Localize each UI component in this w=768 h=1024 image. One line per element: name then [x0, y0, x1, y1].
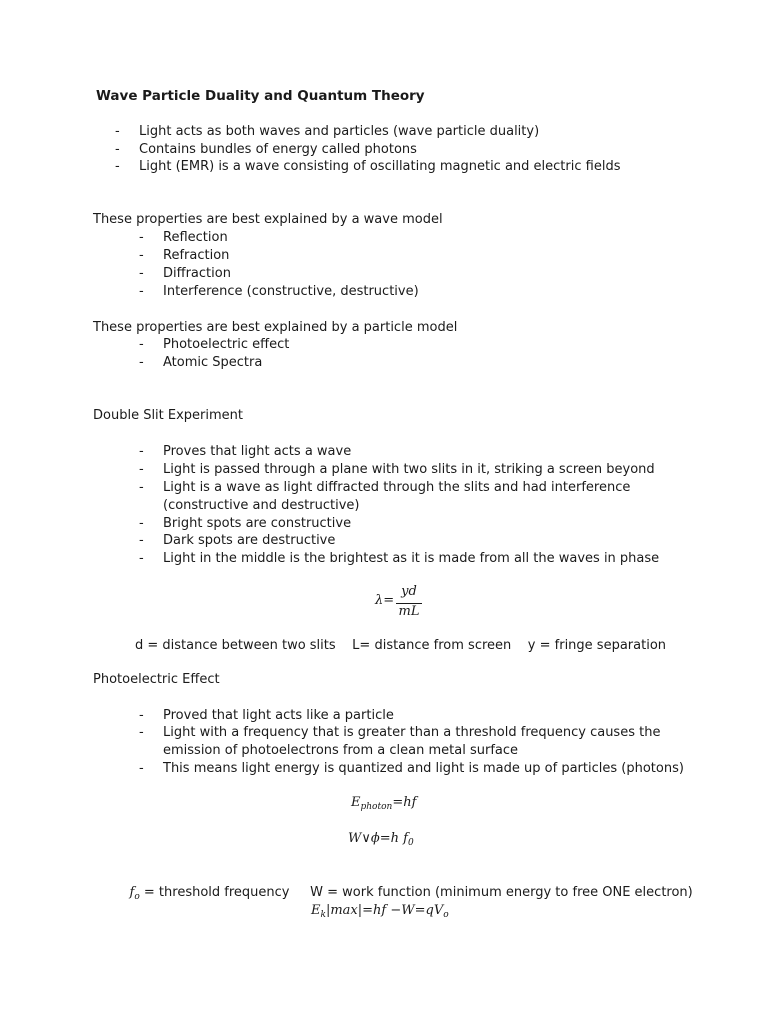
frequency-symbol: f [129, 885, 135, 900]
double-slit-definitions: d = distance between two slits L= distance from screen y = fringe separation [135, 638, 667, 653]
list-item: Proves that light acts a wave [163, 444, 352, 459]
formula-lhs: λ= [375, 593, 395, 608]
bullet-dash: - [139, 761, 144, 776]
bullet-dash: - [139, 480, 144, 495]
formula-rhs: =hf [392, 795, 417, 810]
bullet-dash: - [139, 725, 144, 740]
bullet-dash: - [139, 551, 144, 566]
bullet-dash: - [139, 355, 144, 370]
formula-symbol: E [311, 903, 321, 918]
list-item: Bright spots are constructive [163, 516, 352, 531]
wave-model-heading: These properties are best explained by a wave model [93, 212, 443, 227]
list-item: Light in the middle is the brightest as it is made from all the waves in phase [163, 551, 660, 566]
bullet-dash: - [115, 159, 120, 174]
list-item: Light is a wave as light diffracted through the slits and had interference [163, 480, 631, 495]
bullet-dash: - [139, 516, 144, 531]
list-item: Photoelectric effect [163, 337, 290, 352]
formula-denominator: mL [398, 604, 420, 619]
bullet-dash: - [115, 142, 120, 157]
list-item: Light acts as both waves and particles (wave particle duality) [139, 124, 540, 139]
bullet-dash: - [139, 462, 144, 477]
bullet-dash: - [139, 533, 144, 548]
kinetic-energy-formula [311, 902, 449, 924]
double-slit-heading: Double Slit Experiment [93, 408, 244, 423]
frequency-subscript: o [134, 892, 140, 902]
list-item: Atomic Spectra [163, 355, 263, 370]
bullet-dash: - [139, 444, 144, 459]
particle-model-heading: These properties are best explained by a particle model [93, 320, 458, 335]
list-item: This means light energy is quantized and light is made up of particles (photons) [163, 761, 684, 776]
bullet-dash: - [139, 284, 144, 299]
formula-subscript: o [443, 910, 449, 920]
list-item-continuation: (constructive and destructive) [163, 498, 360, 513]
page-title: Wave Particle Duality and Quantum Theory [96, 88, 425, 104]
formula-subscript: k [320, 910, 326, 920]
photon-energy-formula [351, 794, 416, 816]
list-item-continuation: emission of photoelectrons from a clean metal surface [163, 743, 519, 758]
bullet-dash: - [139, 248, 144, 263]
list-item: Light (EMR) is a wave consisting of oscillating magnetic and electric fields [139, 159, 621, 174]
bullet-dash: - [115, 124, 120, 139]
list-item: Light is passed through a plane with two slits in it, striking a screen beyond [163, 462, 655, 477]
list-item: Dark spots are destructive [163, 533, 336, 548]
formula-middle: |max|=hf −W=qV [325, 903, 444, 918]
list-item: Proved that light acts like a particle [163, 708, 394, 723]
list-item: Interference (constructive, destructive) [163, 284, 419, 299]
list-item: Light with a frequency that is greater than a threshold frequency causes the [163, 725, 661, 740]
definitions-text: = threshold frequency W = work function (minimum energy to free ONE electron) [139, 885, 693, 900]
formula-numerator: yd [401, 584, 417, 599]
formula-fraction [396, 584, 422, 624]
photoelectric-heading: Photoelectric Effect [93, 672, 220, 687]
formula-subscript: photon [360, 802, 393, 812]
bullet-dash: - [139, 266, 144, 281]
list-item: Diffraction [163, 266, 231, 281]
bullet-dash: - [139, 708, 144, 723]
list-item: Refraction [163, 248, 230, 263]
list-item: Contains bundles of energy called photons [139, 142, 417, 157]
bullet-dash: - [139, 230, 144, 245]
work-function-formula [348, 830, 414, 852]
formula-body: W∨ϕ=h f [348, 831, 408, 846]
bullet-dash: - [139, 337, 144, 352]
list-item: Reflection [163, 230, 228, 245]
formula-subscript: 0 [407, 838, 414, 848]
formula-symbol: E [351, 795, 361, 810]
